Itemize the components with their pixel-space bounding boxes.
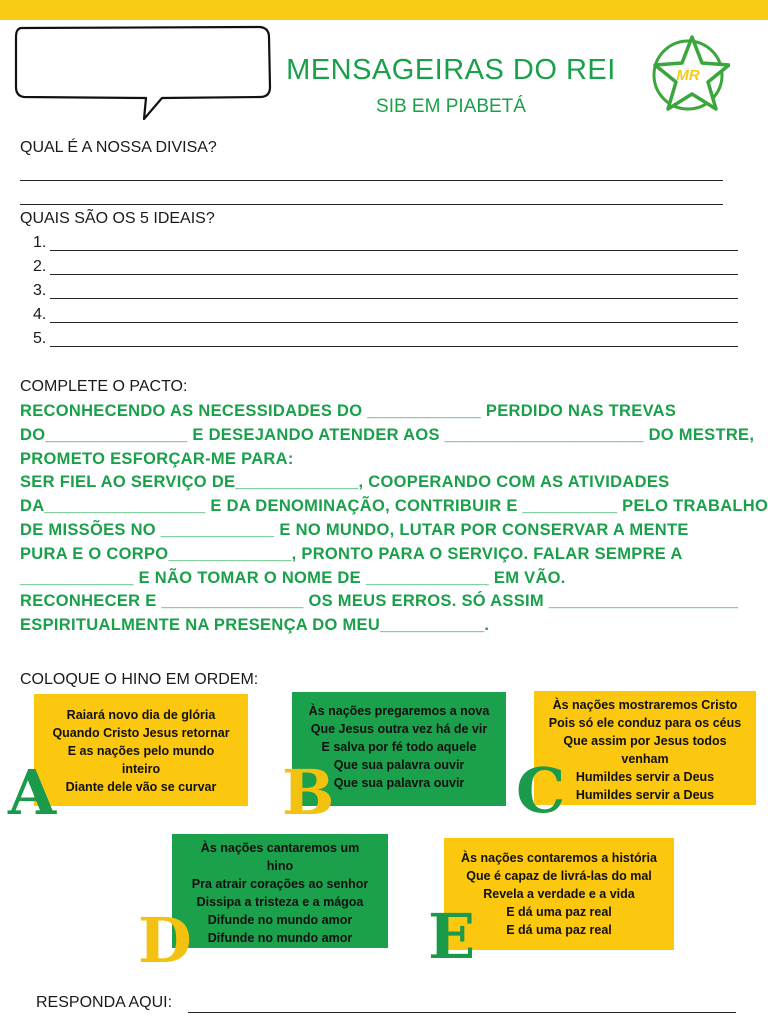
- hymn-line: Que sua palavra ouvir: [333, 776, 465, 790]
- hymn-line: E as nações pelo mundo: [67, 744, 215, 758]
- pact-line: DA_________________ E DA DENOMINAÇÃO, CONTRIBUIR E __________ PELO TRABALHO: [20, 497, 768, 516]
- hymn-line: Diante dele vão se curvar: [65, 780, 217, 794]
- hymn-line: Às nações pregaremos a nova: [308, 704, 490, 718]
- pact-line: SER FIEL AO SERVIÇO DE_____________, COOPERANDO COM AS ATIVIDADES: [20, 473, 670, 492]
- pact-line: ESPIRITUALMENTE NA PRESENÇA DO MEU___________.: [20, 616, 490, 635]
- hymn-letter-b: B: [282, 756, 335, 829]
- logo-text: MR: [676, 67, 700, 84]
- hymn-line: Humildes servir a Deus: [575, 788, 715, 802]
- page-title: MENSAGEIRAS DO REI: [286, 54, 616, 86]
- hymn-line: E salva por fé todo aquele: [321, 740, 477, 754]
- pact-line: RECONHECER E _______________ OS MEUS ERROS. SÓ ASSIM ____________________: [20, 592, 739, 611]
- page-subtitle: SIB EM PIABETÁ: [376, 96, 526, 117]
- hymn-line: Às nações contaremos a história: [461, 851, 657, 865]
- pact-line: DE MISSÕES NO ____________ E NO MUNDO, LUTAR POR CONSERVAR A MENTE: [20, 520, 689, 539]
- hymn-box-c: [534, 691, 756, 805]
- hymn-box-a: [34, 694, 248, 806]
- hymn-line: Humildes servir a Deus: [575, 770, 715, 784]
- pact-line: PURA E O CORPO_____________, PRONTO PARA O SERVIÇO. FALAR SEMPRE A: [20, 544, 683, 563]
- pact-line: PROMETO ESFORÇAR-ME PARA:: [20, 449, 294, 468]
- hymn-line: Dissipa a tristeza e a mágoa: [196, 895, 364, 909]
- hymn-line: hino: [266, 859, 294, 873]
- ideal-line-1: [50, 250, 738, 251]
- hymn-line: Às nações mostraremos Cristo: [552, 698, 738, 712]
- answer-line: [20, 180, 723, 181]
- hymn-line: venham: [621, 752, 669, 766]
- pact-line: DO_______________ E DESEJANDO ATENDER AOS _____________________ DO MESTRE,: [20, 425, 755, 444]
- hymn-letter-d: D: [138, 904, 192, 977]
- answer-line: [188, 1012, 736, 1013]
- answer-line: [20, 204, 723, 205]
- ideal-number-4: 4.: [33, 306, 47, 323]
- hymn-line: Difunde no mundo amor: [207, 913, 353, 927]
- hymn-line: Pois só ele conduz para os céus: [548, 716, 742, 730]
- hymn-letter-a: A: [8, 756, 57, 829]
- question-ideals: QUAIS SÃO OS 5 IDEAIS?: [20, 210, 215, 227]
- hymn-line: E dá uma paz real: [506, 923, 612, 937]
- hymn-letter-e: E: [428, 900, 476, 973]
- hymn-line: Raiará novo dia de glória: [66, 708, 216, 722]
- question-motto: QUAL É A NOSSA DIVISA?: [20, 139, 217, 156]
- pact-line: RECONHECENDO AS NECESSIDADES DO ____________ PERDIDO NAS TREVAS: [20, 402, 677, 420]
- answer-label: RESPONDA AQUI:: [36, 994, 173, 1011]
- hymn-line: inteiro: [121, 762, 161, 776]
- hymn-line: E dá uma paz real: [506, 905, 612, 919]
- hymn-box-e: [444, 838, 674, 950]
- pact-text: [20, 400, 768, 638]
- pact-heading: COMPLETE O PACTO:: [20, 378, 188, 395]
- ideal-line-2: [50, 274, 738, 275]
- hymn-line: Que sua palavra ouvir: [333, 758, 465, 772]
- hymn-line: Que é capaz de livrá-las do mal: [466, 869, 652, 883]
- hymn-line: Que Jesus outra vez há de vir: [310, 722, 488, 736]
- ideal-number-2: 2.: [33, 258, 47, 275]
- speech-bubble-icon: [12, 25, 272, 121]
- top-accent-bar: [0, 0, 768, 20]
- star-logo-icon: [650, 34, 730, 114]
- ideal-line-3: [50, 298, 738, 299]
- ideal-number-5: 5.: [33, 330, 47, 347]
- ideal-number-1: 1.: [33, 234, 47, 251]
- hymn-line: Pra atrair corações ao senhor: [191, 877, 369, 891]
- hymn-line: Difunde no mundo amor: [207, 931, 353, 945]
- hymn-line: Quando Cristo Jesus retornar: [52, 726, 230, 740]
- hymn-line: Às nações cantaremos um: [200, 841, 360, 855]
- hymn-letter-c: C: [516, 754, 566, 827]
- hymn-line: Que assim por Jesus todos: [563, 734, 727, 748]
- hymn-heading: COLOQUE O HINO EM ORDEM:: [20, 671, 259, 688]
- ideal-line-5: [50, 346, 738, 347]
- ideal-line-4: [50, 322, 738, 323]
- hymn-box-d: [172, 834, 388, 948]
- ideal-number-3: 3.: [33, 282, 47, 299]
- hymn-line: Revela a verdade e a vida: [483, 887, 635, 901]
- pact-line: ____________ E NÃO TOMAR O NOME DE _____________ EM VÃO.: [20, 568, 566, 587]
